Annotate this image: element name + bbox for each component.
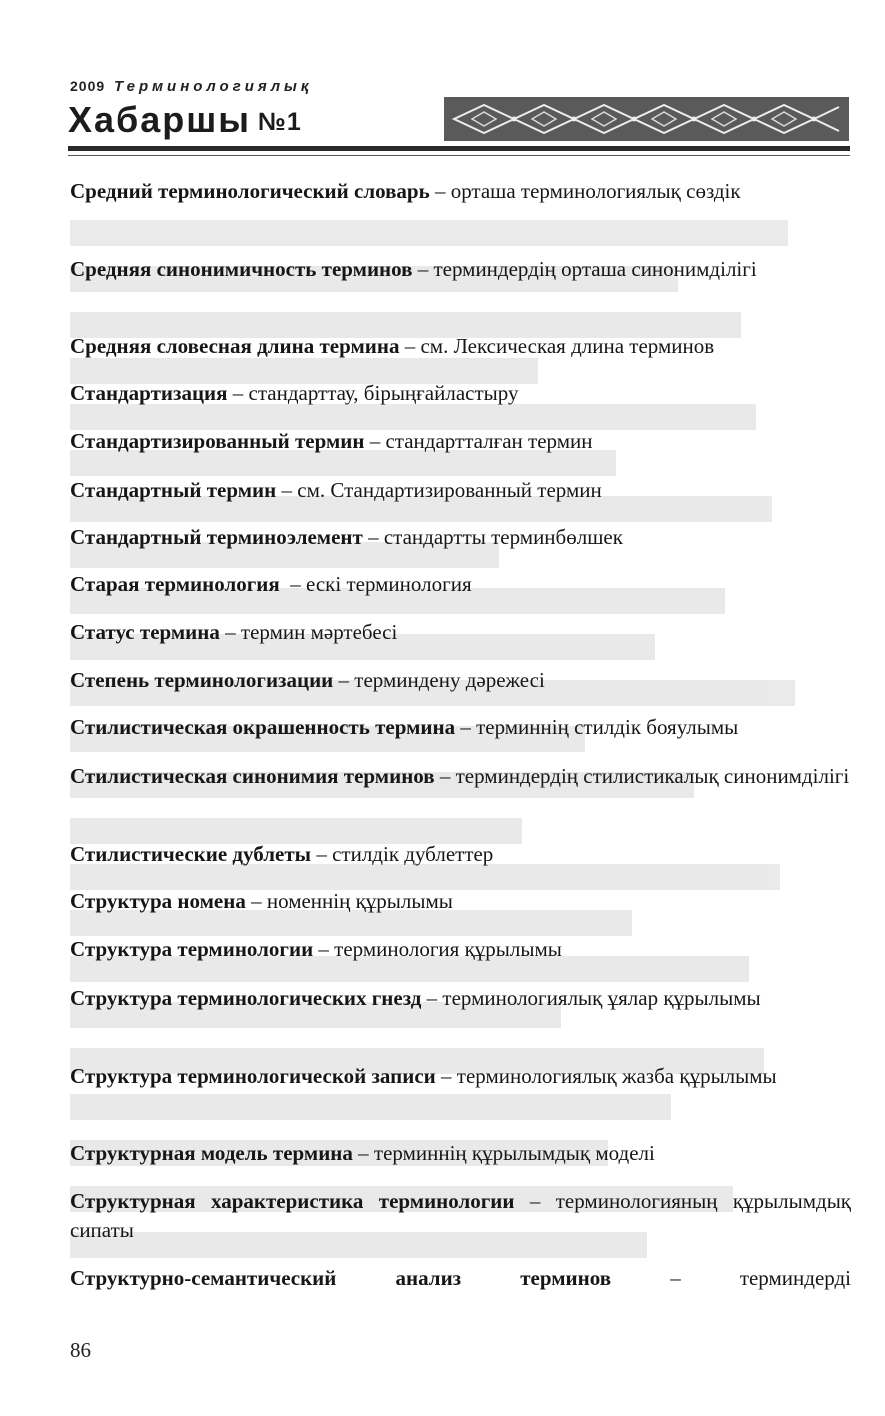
entry-dash: – [426, 986, 438, 1010]
entry-translation: терминдерді [739, 1266, 852, 1290]
running-header [70, 78, 312, 95]
entry-term: Стандартный термин [70, 478, 277, 502]
entry-dash: – [225, 620, 236, 644]
entry-translation: терминология құрылымы [334, 937, 562, 961]
entry-term: Средняя синонимичность терминов [70, 257, 413, 281]
entry-term: Структура терминологической записи [70, 1064, 436, 1088]
entry-translation: терминдердің орташа синонимділігі [433, 257, 757, 281]
entry-dash: – [232, 381, 244, 405]
entry-term: Степень терминологизации [70, 668, 334, 692]
entry-translation: номеннің құрылымы [266, 889, 453, 913]
entry-dash: – [358, 1141, 369, 1165]
glossary-entry [70, 762, 851, 791]
entry-term: Стандартизация [70, 381, 228, 405]
entry-term: Стандартизированный термин [70, 429, 365, 453]
header-year: 2009 [70, 78, 106, 94]
entry-term: Средний терминологический словарь [70, 179, 430, 203]
entry-term: Структурно-семантический анализ терминов [70, 1266, 612, 1290]
glossary-entry [70, 887, 851, 916]
glossary-entry [70, 570, 851, 599]
glossary-entry [70, 1139, 851, 1168]
entry-term: Структура терминологии [70, 937, 314, 961]
entry-translation: терминологиялық ұялар құрылымы [442, 986, 761, 1010]
glossary-entry [70, 618, 851, 647]
entry-term: Статус термина [70, 620, 220, 644]
header-rule-thick [68, 146, 850, 151]
entry-dash: – [316, 842, 327, 866]
glossary-entry [70, 1062, 851, 1091]
entry-dash: – [460, 715, 471, 739]
entry-translation: стандартталған термин [385, 429, 593, 453]
entry-term: Стандартный терминоэлемент [70, 525, 363, 549]
entry-translation: терминдену дәрежесі [354, 668, 545, 692]
glossary-entry [70, 379, 851, 408]
entry-term: Структура номена [70, 889, 246, 913]
entry-translation: стилдік дублеттер [332, 842, 494, 866]
entry-translation: стандарттау, бірыңғайластыру [248, 381, 519, 405]
entry-translation: ескі терминология [306, 572, 472, 596]
entry-dash: – [368, 525, 379, 549]
entry-term: Структурная модель термина [70, 1141, 353, 1165]
entry-translation: терминологияның құрылымдық сипаты [70, 1189, 852, 1242]
entry-dash: – [529, 1189, 541, 1213]
entry-term: Стилистические дублеты [70, 842, 312, 866]
glossary-entry [70, 1264, 851, 1293]
ornament-pattern-icon [444, 97, 849, 141]
entry-dash: – [369, 429, 381, 453]
glossary-entry [70, 177, 851, 206]
entry-dash: – [251, 889, 262, 913]
issue-number: №1 [258, 108, 302, 136]
glossary-entry [70, 476, 851, 505]
page-number: 86 [70, 1338, 91, 1362]
entry-term: Старая терминология [70, 572, 280, 596]
entry-dash: – [434, 179, 446, 203]
glossary-entry [70, 427, 851, 456]
entry-translation: терминнің стилдік бояулымы [476, 715, 739, 739]
entry-translation: см. Стандартизированный термин [297, 478, 602, 502]
entry-translation: терминологиялық жазба құрылымы [456, 1064, 777, 1088]
entry-translation: стандартты терминбөлшек [383, 525, 623, 549]
entry-translation: термин мәртебесі [240, 620, 398, 644]
entry-dash: – [417, 257, 429, 281]
header-series: Терминологиялық [114, 78, 313, 95]
entry-dash: – [338, 668, 350, 692]
ornament-banner [444, 97, 849, 141]
glossary-entry [70, 332, 851, 361]
journal-title: Хабаршы [68, 99, 252, 140]
entry-translation: орташа терминологиялық сөздік [450, 179, 741, 203]
entry-term: Структура терминологических гнезд [70, 986, 422, 1010]
glossary-entry [70, 255, 851, 284]
glossary-entry [70, 984, 851, 1013]
entry-dash: – [281, 478, 292, 502]
entry-dash: – [670, 1266, 681, 1290]
glossary-entry [70, 935, 851, 964]
header-rule-thin [68, 155, 850, 156]
entry-dash: – [318, 937, 329, 961]
entry-dash: – [404, 334, 416, 358]
entry-term: Средняя словесная длина термина [70, 334, 400, 358]
entry-translation: терминнің құрылымдық моделі [373, 1141, 655, 1165]
glossary-entry [70, 840, 851, 869]
entry-translation: терминдердің стилистикалық синонимділігі [455, 764, 850, 788]
entry-term: Стилистическая синонимия терминов [70, 764, 435, 788]
entry-dash: – [290, 572, 301, 596]
entry-term: Структурная характеристика терминологии [70, 1189, 515, 1213]
entry-dash: – [439, 764, 451, 788]
glossary-entry [70, 713, 851, 742]
glossary-entry [70, 1187, 851, 1245]
glossary-entry [70, 523, 851, 552]
entry-translation: см. Лексическая длина терминов [420, 334, 715, 358]
entry-term: Стилистическая окрашенность термина [70, 715, 456, 739]
glossary-entry [70, 666, 851, 695]
entry-dash: – [441, 1064, 452, 1088]
